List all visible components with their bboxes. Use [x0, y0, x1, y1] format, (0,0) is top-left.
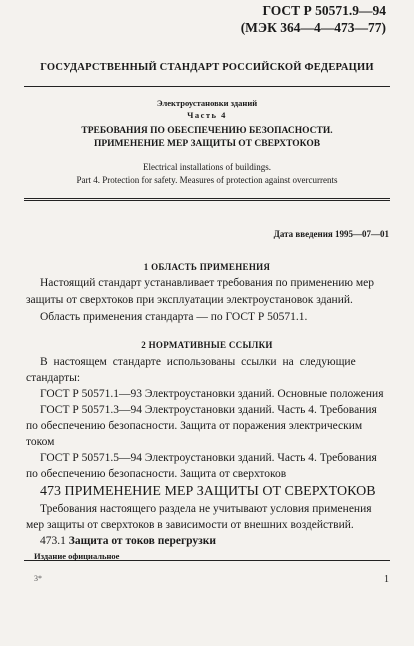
reference-2-line-2: по обеспечению безопасности. Защита от поражения электрическим	[26, 420, 363, 432]
title-line-4: ПРИМЕНЕНИЕ МЕР ЗАЩИТЫ ОТ СВЕРХТОКОВ	[93, 139, 321, 149]
subsection-number: 473.1	[40, 535, 66, 547]
title-divider	[24, 198, 390, 199]
reference-2-line-3: током	[26, 436, 55, 448]
header-divider	[24, 86, 390, 87]
gost-number: ГОСТ Р 50571.9—94	[262, 3, 386, 18]
section-1-paragraph-line-2: защиты от сверхтоков при эксплуатации электроустановок зданий.	[26, 294, 353, 306]
reference-3-line-2: по обеспечению безопасности. Защита от сверхтоков	[26, 468, 287, 480]
introduction-date: Дата введения 1995—07—01	[273, 229, 389, 239]
page-number: 1	[384, 574, 389, 585]
section-1-paragraph-2: Область применения стандарта — по ГОСТ Р 50571.1.	[40, 311, 308, 323]
english-title-line-2: Part 4. Protection for safety. Measures of protection against overcurrents	[76, 175, 338, 185]
section-2-heading: 2 НОРМАТИВНЫЕ ССЫЛКИ	[141, 340, 273, 350]
subsection-473-1	[40, 535, 216, 547]
title-line-1: Электроустановки зданий	[156, 98, 258, 108]
title-line-2: Часть 4	[187, 110, 227, 120]
section-1-paragraph-line-1: Настоящий стандарт устанавливает требования по применению мер	[40, 277, 375, 289]
subsection-title: Защита от токов перегрузки	[68, 535, 217, 547]
reference-1: ГОСТ Р 50571.1—93 Электроустановки зданий. Основные положения	[40, 388, 384, 400]
section-473-paragraph-line-2: мер защиты от сверхтоков в зависимости от внешних воздействий.	[26, 519, 354, 531]
iec-number: (МЭК 364—4—473—77)	[240, 20, 386, 35]
section-1-heading: 1 ОБЛАСТЬ ПРИМЕНЕНИЯ	[143, 262, 271, 272]
section-2-intro-line-2: стандарты:	[26, 372, 81, 384]
state-standard-title: ГОСУДАРСТВЕННЫЙ СТАНДАРТ РОССИЙСКОЙ ФЕДЕРАЦИИ	[40, 62, 374, 73]
section-2-intro-line-1: В настоящем стандарте использованы ссылки на следующие	[40, 356, 356, 368]
section-473-paragraph-line-1: Требования настоящего раздела не учитывают условия применения	[40, 503, 372, 515]
gost-designation	[241, 2, 386, 36]
official-edition-label: Издание официальное	[34, 551, 120, 561]
reference-3-line-1: ГОСТ Р 50571.5—94 Электроустановки зданий. Часть 4. Требования	[40, 452, 377, 464]
printer-mark: 3*	[34, 574, 42, 583]
english-title-line-1: Electrical installations of buildings.	[143, 162, 271, 172]
title-divider-double	[24, 200, 390, 201]
title-line-3: ТРЕБОВАНИЯ ПО ОБЕСПЕЧЕНИЮ БЕЗОПАСНОСТИ.	[81, 126, 333, 136]
section-473-heading: 473 ПРИМЕНЕНИЕ МЕР ЗАЩИТЫ ОТ СВЕРХТОКОВ	[40, 484, 376, 499]
reference-2-line-1: ГОСТ Р 50571.3—94 Электроустановки зданий. Часть 4. Требования	[40, 404, 377, 416]
